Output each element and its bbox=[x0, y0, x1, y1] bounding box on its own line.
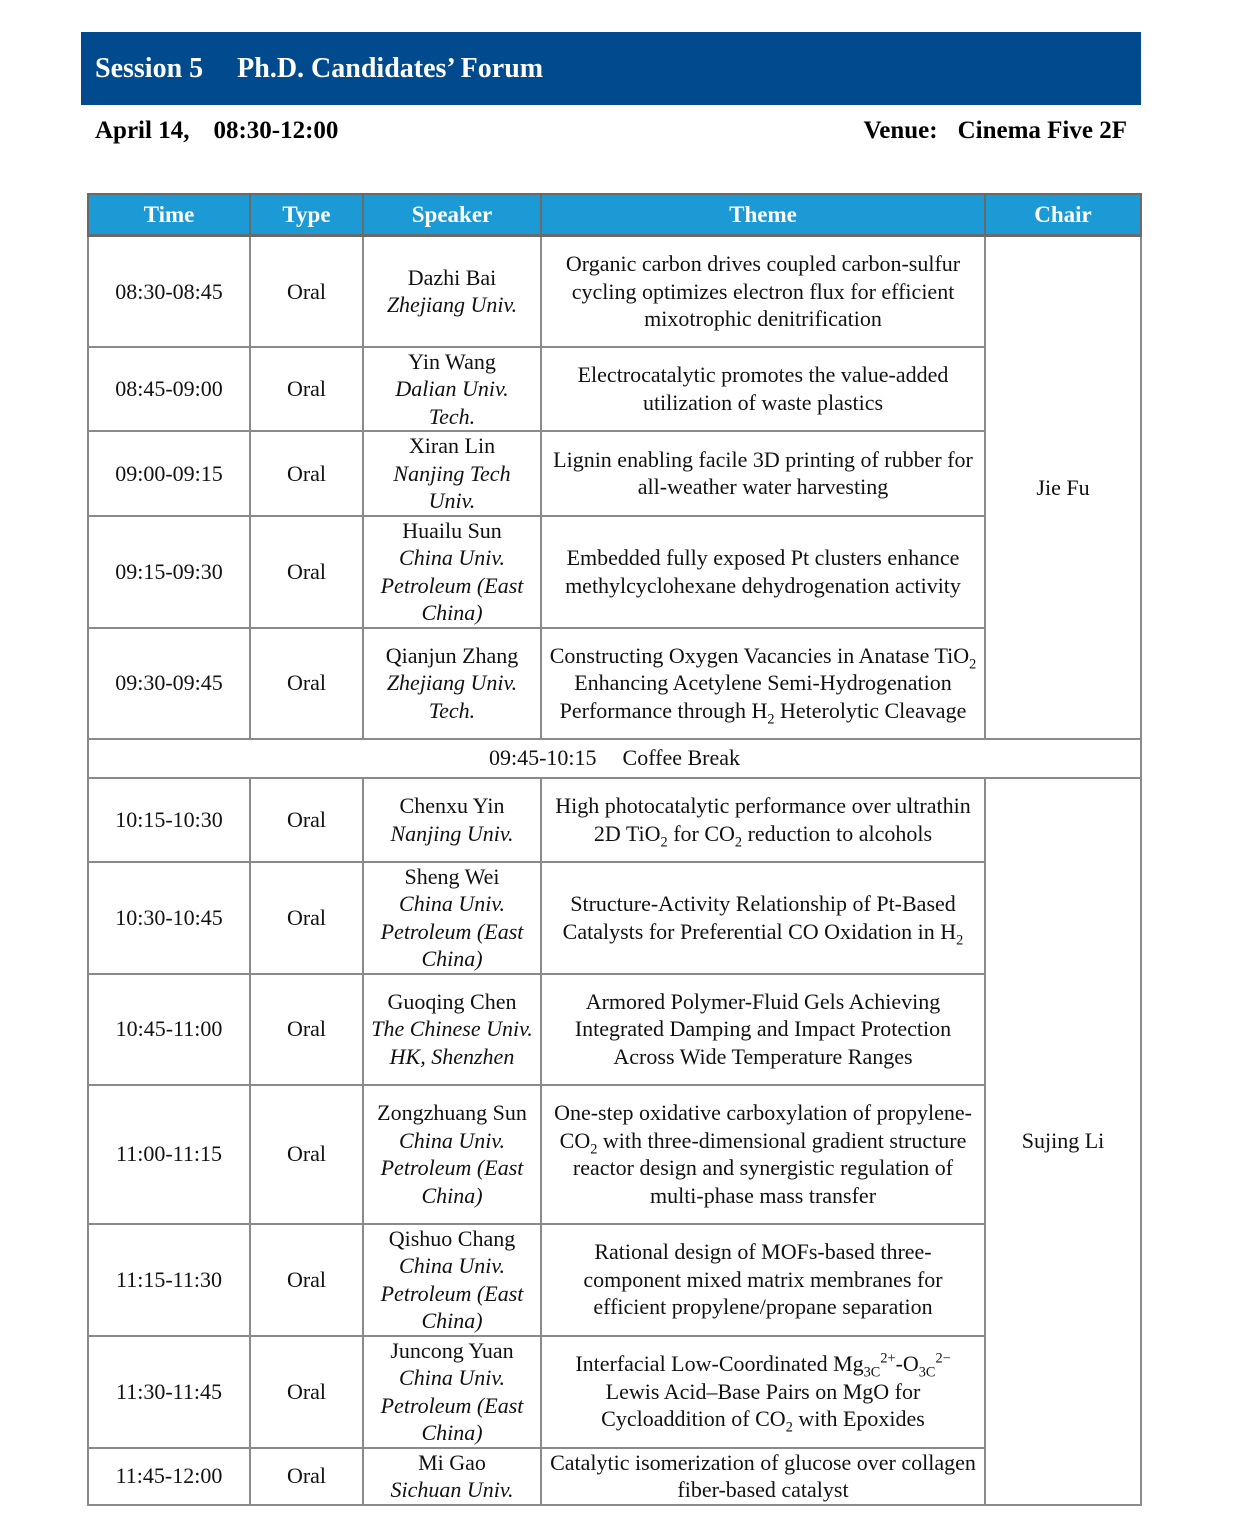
time-cell: 09:15-09:30 bbox=[88, 516, 250, 628]
time-cell: 11:30-11:45 bbox=[88, 1336, 250, 1448]
column-header-type: Type bbox=[250, 194, 363, 236]
speaker-cell bbox=[363, 1336, 541, 1448]
session-number: Session 5 bbox=[95, 52, 204, 84]
type-cell: Oral bbox=[250, 1448, 363, 1505]
break-row bbox=[88, 739, 1141, 778]
theme-cell: Organic carbon drives coupled carbon-sulfur cycling optimizes electron flux for efficient mixotrophic denitrification bbox=[541, 236, 985, 347]
table-row bbox=[88, 347, 1141, 432]
speaker-affiliation: Zhejiang Univ. Tech. bbox=[386, 670, 518, 723]
type-cell: Oral bbox=[250, 347, 363, 432]
chair-cell: Sujing Li bbox=[985, 778, 1141, 1505]
type-cell: Oral bbox=[250, 628, 363, 739]
speaker-name: Qishuo Chang bbox=[388, 1225, 516, 1251]
table-row bbox=[88, 1085, 1141, 1224]
type-cell: Oral bbox=[250, 1336, 363, 1448]
speaker-affiliation: China Univ. Petroleum (East China) bbox=[380, 1253, 524, 1333]
venue bbox=[863, 117, 1127, 145]
theme-cell: Armored Polymer-Fluid Gels Achieving Integrated Damping and Impact Protection Across Wide Temperature Ranges bbox=[541, 974, 985, 1085]
speaker-affiliation: China Univ. Petroleum (East China) bbox=[380, 545, 524, 625]
type-cell: Oral bbox=[250, 516, 363, 628]
speaker-name: Chenxu Yin bbox=[399, 793, 505, 818]
table-row bbox=[88, 236, 1141, 347]
table-row bbox=[88, 516, 1141, 628]
column-header-speaker: Speaker bbox=[363, 194, 541, 236]
time-cell: 08:45-09:00 bbox=[88, 347, 250, 432]
break-time: 09:45-10:15 bbox=[488, 745, 597, 771]
theme-cell: Structure-Activity Relationship of Pt-Based Catalysts for Preferential CO Oxidation in $H_2$ bbox=[541, 862, 985, 974]
speaker-cell bbox=[363, 236, 541, 347]
speaker-cell bbox=[363, 431, 541, 516]
speaker-cell bbox=[363, 974, 541, 1085]
time-cell: 10:45-11:00 bbox=[88, 974, 250, 1085]
speaker-affiliation: The Chinese Univ. HK, Shenzhen bbox=[371, 1016, 533, 1069]
type-cell: Oral bbox=[250, 236, 363, 347]
time-cell: 11:45-12:00 bbox=[88, 1448, 250, 1505]
column-header-theme: Theme bbox=[541, 194, 985, 236]
time-cell: 09:00-09:15 bbox=[88, 431, 250, 516]
speaker-affiliation: China Univ. Petroleum (East China) bbox=[380, 891, 524, 971]
speaker-name: Guoqing Chen bbox=[387, 988, 517, 1014]
table-header-row bbox=[88, 194, 1141, 236]
session-time: 08:30-12:00 bbox=[213, 117, 339, 144]
speaker-name: Yin Wang bbox=[408, 348, 496, 374]
table-row bbox=[88, 778, 1141, 862]
speaker-cell bbox=[363, 1448, 541, 1505]
speaker-cell bbox=[363, 1224, 541, 1336]
schedule-table bbox=[87, 193, 1142, 1506]
time-cell: 09:30-09:45 bbox=[88, 628, 250, 739]
table-row bbox=[88, 1224, 1141, 1336]
time-cell: 11:00-11:15 bbox=[88, 1085, 250, 1224]
table-row bbox=[88, 1448, 1141, 1505]
speaker-cell bbox=[363, 778, 541, 862]
theme-cell: Rational design of MOFs-based three-component mixed matrix membranes for efficient propylene/propane separation bbox=[541, 1224, 985, 1336]
speaker-cell bbox=[363, 628, 541, 739]
type-cell: Oral bbox=[250, 862, 363, 974]
speaker-name: Dazhi Bai bbox=[407, 264, 497, 290]
speaker-affiliation: Dalian Univ. Tech. bbox=[395, 376, 509, 429]
speaker-affiliation: Sichuan Univ. bbox=[390, 1477, 514, 1502]
speaker-cell bbox=[363, 862, 541, 974]
theme-cell: One-step oxidative carboxylation of propylene-$CO_2$ with three-dimensional gradient structure reactor design and synergistic regulation of multi-phase mass transfer bbox=[541, 1085, 985, 1224]
speaker-name: Xiran Lin bbox=[408, 433, 496, 458]
venue-label: Venue: bbox=[863, 117, 938, 144]
venue-name: Cinema Five 2F bbox=[957, 117, 1127, 144]
chair-cell: Jie Fu bbox=[985, 236, 1141, 739]
table-row bbox=[88, 1336, 1141, 1448]
session-title: Ph.D. Candidates’ Forum bbox=[237, 52, 544, 84]
column-header-time: Time bbox=[88, 194, 250, 236]
session-date: April 14, bbox=[95, 117, 190, 144]
speaker-name: Zongzhuang Sun bbox=[377, 1100, 527, 1125]
speaker-name: Sheng Wei bbox=[404, 863, 500, 889]
column-header-chair: Chair bbox=[985, 194, 1141, 236]
time-cell: 11:15-11:30 bbox=[88, 1224, 250, 1336]
coffee-break-cell bbox=[88, 739, 1141, 778]
theme-cell: High photocatalytic performance over ultrathin 2D TiO$_2$ for $CO_2$ reduction to alcohols bbox=[541, 778, 985, 862]
table-row bbox=[88, 431, 1141, 516]
speaker-name: Huailu Sun bbox=[402, 517, 502, 543]
speaker-name: Mi Gao bbox=[418, 1449, 486, 1475]
speaker-affiliation: Nanjing Univ. bbox=[390, 820, 514, 846]
speaker-cell bbox=[363, 516, 541, 628]
speaker-affiliation: Nanjing Tech Univ. bbox=[393, 460, 511, 513]
session-banner bbox=[81, 32, 1141, 105]
time-cell: 10:30-10:45 bbox=[88, 862, 250, 974]
type-cell: Oral bbox=[250, 431, 363, 516]
speaker-cell bbox=[363, 347, 541, 432]
table-row bbox=[88, 862, 1141, 974]
type-cell: Oral bbox=[250, 1224, 363, 1336]
type-cell: Oral bbox=[250, 1085, 363, 1224]
type-cell: Oral bbox=[250, 778, 363, 862]
speaker-cell bbox=[363, 1085, 541, 1224]
speaker-affiliation: China Univ. Petroleum (East China) bbox=[380, 1127, 524, 1208]
speaker-name: Qianjun Zhang bbox=[385, 642, 519, 668]
theme-cell: Electrocatalytic promotes the value-added utilization of waste plastics bbox=[541, 347, 985, 432]
time-cell: 08:30-08:45 bbox=[88, 236, 250, 347]
theme-cell: Interfacial Low-Coordinated $Mg_{3C}^{2+}-O_{3C}^{2-}$ Lewis Acid–Base Pairs on MgO for Cycloaddition of $CO_2$ with Epoxides bbox=[541, 1336, 985, 1448]
theme-cell: Lignin enabling facile 3D printing of rubber for all-weather water harvesting bbox=[541, 431, 985, 516]
time-cell: 10:15-10:30 bbox=[88, 778, 250, 862]
theme-cell: Catalytic isomerization of glucose over collagen fiber-based catalyst bbox=[541, 1448, 985, 1505]
type-cell: Oral bbox=[250, 974, 363, 1085]
break-label: Coffee Break bbox=[622, 745, 741, 771]
theme-cell: Embedded fully exposed Pt clusters enhance methylcyclohexane dehydrogenation activity bbox=[541, 516, 985, 628]
table-row bbox=[88, 974, 1141, 1085]
table-row bbox=[88, 628, 1141, 739]
session-meta bbox=[95, 113, 1127, 149]
speaker-affiliation: China Univ. Petroleum (East China) bbox=[380, 1365, 524, 1445]
speaker-name: Juncong Yuan bbox=[390, 1337, 514, 1363]
theme-cell: Constructing Oxygen Vacancies in Anatase TiO$_2$ Enhancing Acetylene Semi-Hydrogenation Performance through $H_2$ Heterolytic Cleavage bbox=[541, 628, 985, 739]
speaker-affiliation: Zhejiang Univ. bbox=[386, 292, 518, 318]
date-time bbox=[95, 117, 338, 145]
